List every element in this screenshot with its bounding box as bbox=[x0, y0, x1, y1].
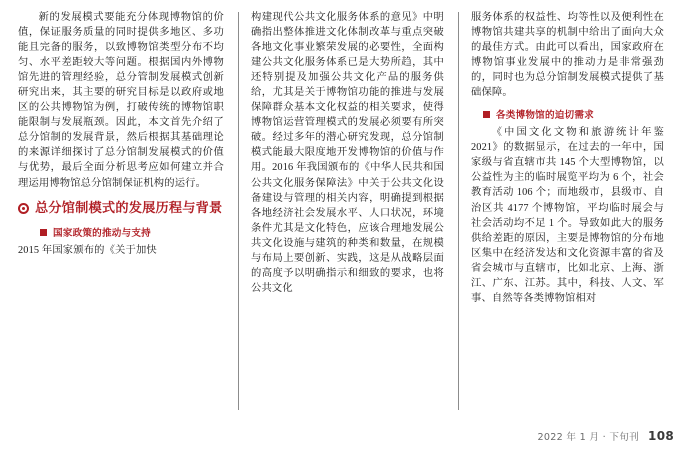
paragraph: 新的发展模式要能充分体现博物馆的价值，保证服务质量的同时提供多地区、多功能且完备的服务，以致博物馆类型分布不均匀、水平差距较大等问题。根据国内外博物馆先进的管理经验，总分管制发展模式创新研究出来，其主要的研究目标是以政府或地区的公共博物馆为例，打破传统的博物馆职能限制与发展瓶颈。因此，本文首先介绍了总分馆制的发展背景，然后根据其基础理论的来源详细探讨了总分馆制发展模式的价值与优势，最后全面分析思考应如何建立并合理运用博物馆总分馆制保证机构的运行。 bbox=[18, 12, 224, 189]
page-footer bbox=[537, 429, 674, 443]
page-number: 108 bbox=[648, 429, 674, 443]
paragraph: 构建现代公共文化服务体系的意见》中明确指出整体推进文化体制改革与重点突破各地文化事业繁荣发展的必要性，全面构建公共文化服务体系已是大势所趋，其中还特别提及加强公共文化产品的服务供给，尤其是关于博物馆功能的推进与发展保障群众基本文化权益的相关要求，使得博物馆运营管理模式的发展必须要有所突破。经过多年的潜心研究发现，总分馆制模式能最大限度地开发博物馆的价值与作用。2016 年我国颁布的《中华人民共和国公共文化服务保障法》中关于公共文化设备建设与管理的相关内容，明确提到根据各地经济社会发展水平、人口状况，环境条件尤其是文化特色，应该合理地发展公共文化设施与建筑的种类和数量，在规模与布局上要创新、实践，这是从战略层面的高度予以明确指示和细致的要求，也将公共文化 bbox=[251, 12, 444, 294]
column-divider bbox=[458, 12, 459, 410]
paragraph: 《中国文化文物和旅游统计年鉴 2021》的数据显示，在过去的一年中，国家级与省直辖市共 145 个大型博物馆，以公益性为主的临时展览平均为 6 个，社会教育活动 106 个；而地级市，县级市、自治区共 4177 个博物馆，平均临时展会与社会活动均不足 1 个。导致如此大的服务供给差距的原因，主要是博物馆的分布地区集中在经济发达和文化资源丰富的省及省会城市与直辖市，比如北京、上海、浙江、广东、江苏。其中，科技、人文、军事、自然等各类博物馆相对 bbox=[471, 127, 664, 304]
square-bullet-icon bbox=[483, 111, 490, 118]
paragraph: 服务体系的权益性、均等性以及便利性在博物馆共建共享的机制中给出了面向大众的最佳方式。由此可以看出，国家政府在博物馆事业发展中的推动力是非常强劲的，同时也为总分馆制发展模式提供了基础保障。 bbox=[471, 12, 664, 99]
column-right bbox=[458, 10, 664, 416]
issue-label: 2022 年 1 月 · 下旬刊 bbox=[537, 432, 640, 443]
square-bullet-icon bbox=[40, 229, 47, 236]
column-divider bbox=[238, 12, 239, 410]
column-left bbox=[18, 10, 224, 416]
bullet-circle-icon bbox=[18, 203, 29, 214]
sub-heading-label: 国家政策的推动与支持 bbox=[53, 228, 151, 240]
section-heading bbox=[18, 200, 224, 218]
sub-heading bbox=[483, 107, 664, 121]
column-middle bbox=[238, 10, 444, 416]
paragraph: 2015 年国家颁布的《关于加快 bbox=[18, 245, 157, 257]
three-column-layout bbox=[18, 10, 674, 416]
section-heading-label: 总分馆制模式的发展历程与背景 bbox=[35, 200, 223, 216]
sub-heading bbox=[40, 225, 224, 239]
sub-heading-label: 各类博物馆的迫切需求 bbox=[496, 110, 594, 122]
